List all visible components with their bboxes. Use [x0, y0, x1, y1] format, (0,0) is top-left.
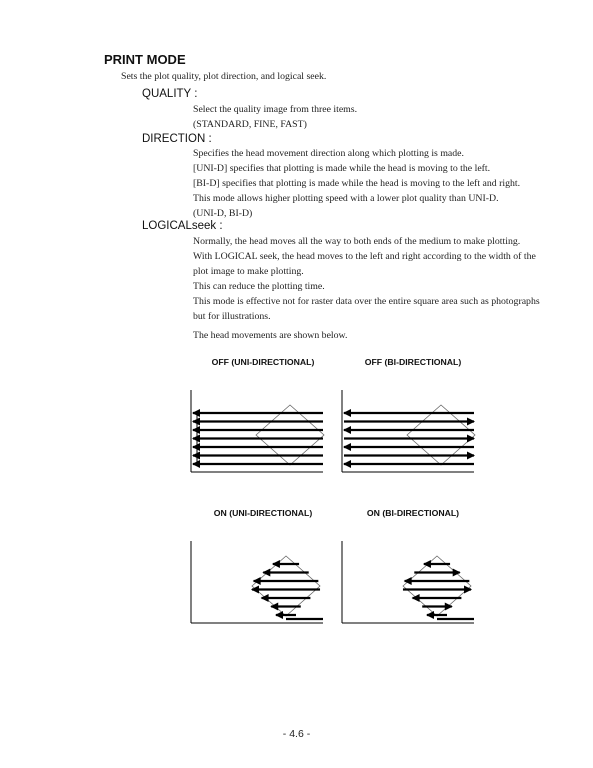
- arrowhead: [270, 603, 278, 611]
- arrowhead: [262, 569, 270, 577]
- arrowhead: [343, 460, 351, 468]
- direction-line: [BI-D] specifies that plotting is made while the head is moving to the left and right.: [193, 178, 521, 189]
- arrowhead: [253, 577, 261, 585]
- quality-label: QUALITY :: [142, 88, 198, 100]
- direction-line: (UNI-D, BI-D): [193, 208, 253, 219]
- arrowhead: [404, 577, 412, 585]
- direction-line: This mode allows higher plotting speed with a lower plot quality than UNI-D.: [193, 193, 499, 204]
- arrowhead: [343, 426, 351, 434]
- logical-seek-line: With LOGICAL seek, the head moves to the left and right according to the width of the: [193, 251, 536, 262]
- arrowhead: [464, 586, 472, 594]
- head-movement-diagram-off-bi: [341, 390, 481, 475]
- page-number: - 4.6 -: [282, 728, 311, 740]
- arrowhead: [261, 594, 269, 602]
- arrowhead: [192, 460, 200, 468]
- arrowhead: [251, 586, 259, 594]
- diagram-title: ON (UNI-DIRECTIONAL): [213, 508, 313, 518]
- section-intro: Sets the plot quality, plot direction, and logical seek.: [121, 71, 327, 82]
- arrowhead: [426, 611, 434, 619]
- diagram-title: OFF (BI-DIRECTIONAL): [364, 357, 462, 367]
- logical-seek-line: but for illustrations.: [193, 311, 271, 322]
- logical-seek-label: LOGICALseek :: [142, 220, 223, 232]
- section-title: PRINT MODE: [104, 52, 186, 67]
- diagram-title: OFF (UNI-DIRECTIONAL): [211, 357, 315, 367]
- arrowhead: [192, 435, 200, 443]
- arrowhead: [412, 594, 420, 602]
- head-movement-diagram-on-uni: [190, 541, 330, 626]
- arrowhead: [423, 560, 431, 568]
- quality-description: [193, 102, 357, 132]
- head-movement-diagram-on-bi: [341, 541, 481, 626]
- direction-description: [193, 146, 520, 221]
- direction-line: Specifies the head movement direction along which plotting is made.: [193, 148, 464, 159]
- head-movement-diagram-off-uni: [190, 390, 330, 475]
- arrowhead: [445, 603, 453, 611]
- arrowhead: [192, 426, 200, 434]
- diagram-title: ON (BI-DIRECTIONAL): [366, 508, 460, 518]
- arrowhead: [453, 569, 461, 577]
- quality-line: (STANDARD, FINE, FAST): [193, 119, 307, 130]
- arrowhead: [192, 409, 200, 417]
- logical-seek-line: This mode is effective not for raster data over the entire square area such as photographs: [193, 296, 540, 307]
- arrowhead: [192, 452, 200, 460]
- arrowhead: [192, 418, 200, 426]
- arrowhead: [343, 443, 351, 451]
- arrowhead: [272, 560, 280, 568]
- direction-line: [UNI-D] specifies that plotting is made while the head is moving to the left.: [193, 163, 491, 174]
- arrowhead: [343, 409, 351, 417]
- figure-intro: The head movements are shown below.: [193, 330, 348, 341]
- logical-seek-line: Normally, the head moves all the way to both ends of the medium to make plotting.: [193, 236, 521, 247]
- quality-line: Select the quality image from three items.: [193, 104, 358, 115]
- arrowhead: [192, 443, 200, 451]
- arrowhead: [467, 418, 475, 426]
- arrowhead: [467, 452, 475, 460]
- logical-seek-description: [193, 234, 540, 324]
- logical-seek-line: plot image to make plotting.: [193, 266, 304, 277]
- direction-label: DIRECTION :: [142, 133, 212, 145]
- logical-seek-line: This can reduce the plotting time.: [193, 281, 325, 292]
- arrowhead: [275, 611, 283, 619]
